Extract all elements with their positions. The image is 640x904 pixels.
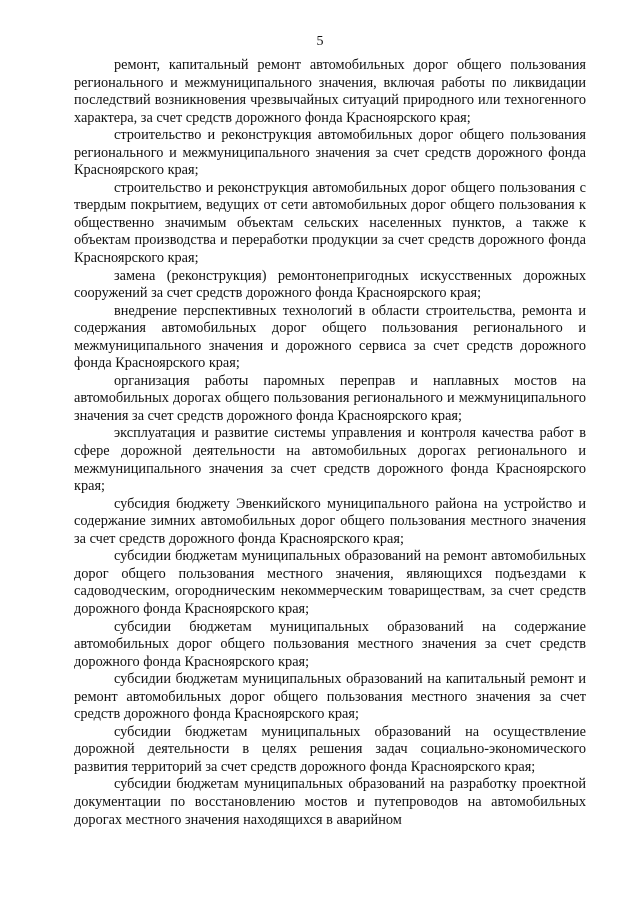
paragraph-ferry-crossings: организация работы паромных переправ и наплавных мостов на автомобильных дорогах общего пользования регионального и межмуниципального значения за счет средств дорожного фонда Красноярского края; bbox=[74, 372, 586, 424]
paragraph-local-roads-repair: субсидии бюджетам муниципальных образований на капитальный ремонт и ремонт автомобильных дорог общего пользования местного значения за счет средств дорожного фонда Красноярского края; bbox=[74, 671, 586, 723]
paragraph-territory-development: субсидии бюджетам муниципальных образований на осуществление дорожной деятельности в целях решения задач социально-экономического развития территорий за счет средств дорожного фонда Красноярского края; bbox=[74, 723, 586, 775]
paragraph-local-roads-maintenance: субсидии бюджетам муниципальных образований на содержание автомобильных дорог общего пользования местного значения за счет средств дорожного фонда Красноярского края; bbox=[74, 618, 586, 670]
paragraph-garden-access-roads: субсидии бюджетам муниципальных образований на ремонт автомобильных дорог общего пользования местного значения, являющихся подъездами к садоводческим, огородническим некоммерческим товариществам, за счет средств дорожного фонда Красноярского края; bbox=[74, 548, 586, 617]
paragraph-technology-introduction: внедрение перспективных технологий в области строительства, ремонта и содержания автомобильных дорог общего пользования регионального и межмуниципального значения и дорожного сервиса за счет средств дорожного фонда Красноярского края; bbox=[74, 302, 586, 372]
paragraph-road-repair: ремонт, капитальный ремонт автомобильных дорог общего пользования регионального и межмуниципального значения, включая работы по ликвидации последствий возникновения чрезвычайных ситуаций природного или техногенного характера, за счет средств дорожного фонда Красноярского края; bbox=[74, 57, 586, 126]
paragraph-construction-paved-roads: строительство и реконструкция автомобильных дорог общего пользования с твердым покрытием, ведущих от сети автомобильных дорог общего пользования к общественно значимым объектам сельских населенных пунктов, а также к объектам производства и переработки продукции за счет средств дорожного фонда Красноярского края; bbox=[74, 179, 586, 267]
paragraph-evenki-winter-roads: субсидия бюджету Эвенкийского муниципального района на устройство и содержание зимних автомобильных дорог общего пользования местного значения за счет средств дорожного фонда Красноярского края; bbox=[74, 495, 586, 547]
document-body bbox=[74, 57, 586, 829]
paragraph-construction-regional-roads: строительство и реконструкция автомобильных дорог общего пользования регионального и межмуниципального значения за счет средств дорожного фонда Красноярского края; bbox=[74, 127, 586, 179]
paragraph-bridge-design: субсидии бюджетам муниципальных образований на разработку проектной документации по восстановлению мостов и путепроводов на автомобильных дорогах местного значения находящихся в аварийном bbox=[74, 776, 586, 828]
page-number: 5 bbox=[316, 34, 324, 49]
paragraph-structure-replacement: замена (реконструкция) ремонтонепригодных искусственных дорожных сооружений за счет средств дорожного фонда Красноярского края; bbox=[74, 267, 586, 302]
paragraph-quality-control: эксплуатация и развитие системы управления и контроля качества работ в сфере дорожной деятельности на автомобильных дорогах регионального и межмуниципального значения за счет средств дорожного фонда Красноярского края; bbox=[74, 425, 586, 495]
